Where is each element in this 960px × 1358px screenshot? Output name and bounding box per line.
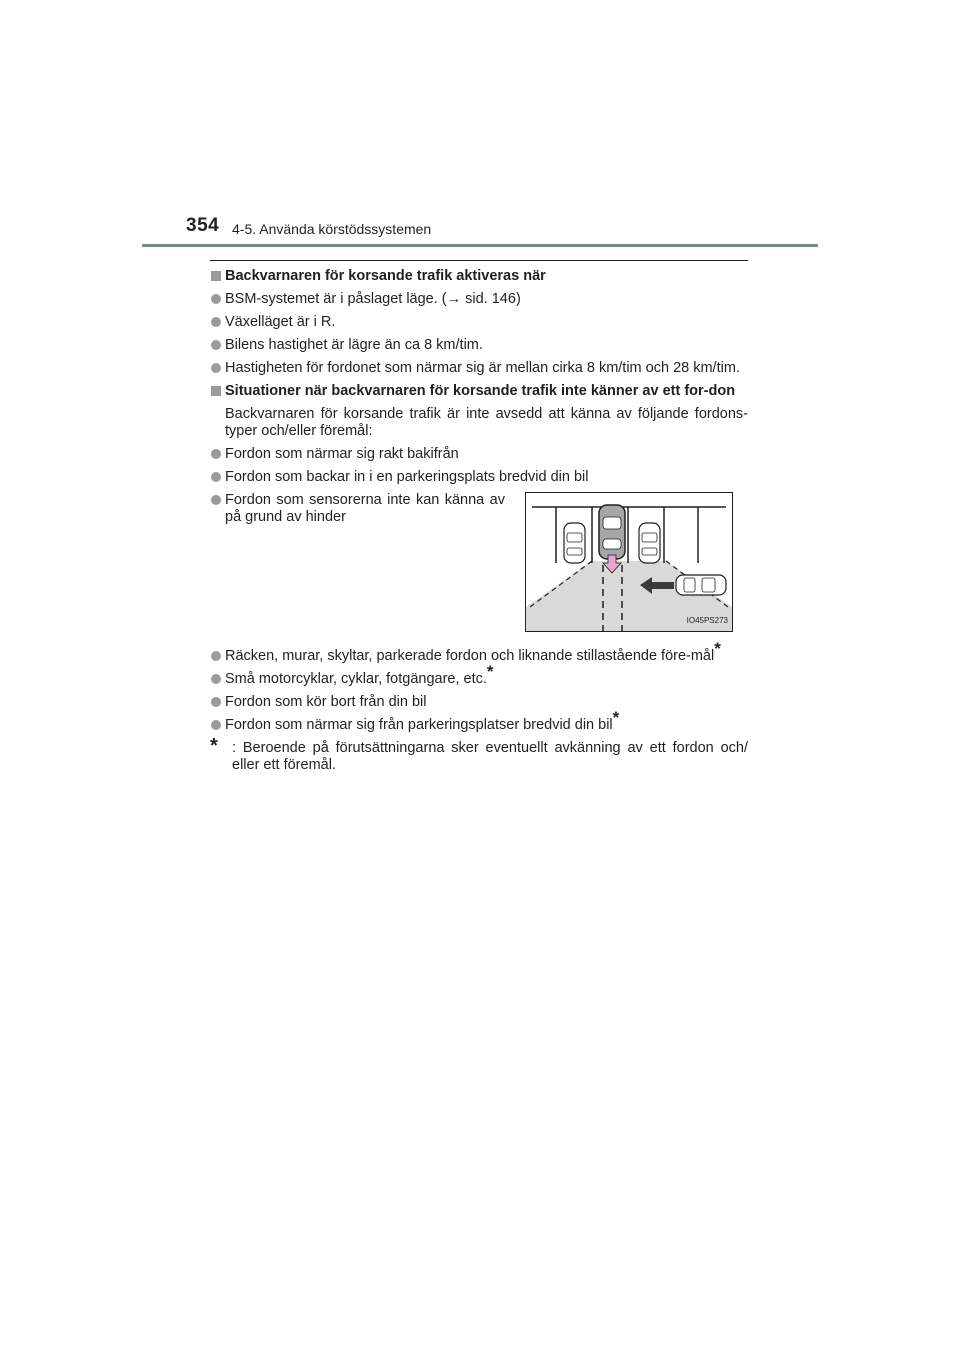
- list-item: [210, 469, 748, 486]
- list-item: [210, 639, 748, 665]
- list-item: [210, 694, 748, 711]
- list-item-text: Växelläget är i R.: [225, 314, 336, 330]
- square-bullet-icon: [211, 386, 221, 396]
- parking-lot-icon: [526, 493, 732, 631]
- list-item-text: Fordon som backar in i en parkeringsplats bredvid din bil: [225, 469, 589, 485]
- section-intro: Backvarnaren för korsande trafik är inte avsedd att känna av följande fordons-typer och/eller föremål:: [225, 406, 748, 439]
- list-item-text: BSM-systemet är i påslaget läge. (: [225, 291, 447, 307]
- list-item-text: Fordon som sensorerna inte kan känna av på grund av hinder: [225, 492, 505, 525]
- page-content: [210, 268, 748, 774]
- round-bullet-icon: [211, 674, 221, 684]
- list-item-text: Fordon som närmar sig från parkeringsplatser bredvid din bil: [225, 717, 613, 733]
- page-reference[interactable]: sid. 146): [461, 291, 521, 307]
- list-item-text: Räcken, murar, skyltar, parkerade fordon och liknande stillastående före-mål: [225, 648, 715, 664]
- list-item-text: Bilens hastighet är lägre än ca 8 km/tim.: [225, 337, 483, 353]
- list-item: [210, 360, 748, 377]
- list-item: [210, 337, 748, 354]
- page-number: 354: [186, 215, 220, 236]
- round-bullet-icon: [211, 317, 221, 327]
- round-bullet-icon: [211, 720, 221, 730]
- list-item: [210, 314, 748, 331]
- list-item-text: Fordon som kör bort från din bil: [225, 694, 427, 710]
- list-item: [210, 708, 748, 734]
- list-item: [210, 446, 748, 463]
- footnote-star: *: [210, 735, 218, 757]
- list-item-text: Fordon som närmar sig rakt bakifrån: [225, 446, 459, 462]
- list-item: [210, 662, 748, 688]
- list-item-text: Små motorcyklar, cyklar, fotgängare, etc.: [225, 671, 487, 687]
- round-bullet-icon: [211, 472, 221, 482]
- list-item: [210, 291, 748, 308]
- round-bullet-icon: [211, 340, 221, 350]
- parking-illustration: [525, 492, 733, 632]
- arrow-icon: →: [446, 291, 462, 307]
- section-heading-situations: [210, 383, 748, 400]
- square-bullet-icon: [211, 271, 221, 281]
- header-rule: [142, 244, 818, 247]
- round-bullet-icon: [211, 363, 221, 373]
- footnote-marker: *: [486, 662, 494, 682]
- section-heading-text: Backvarnaren för korsande trafik aktiveras när: [225, 268, 546, 284]
- footnote-text: : Beroende på förutsättningarna sker eventuellt avkänning av ett fordon och/ eller ett föremål.: [232, 740, 748, 773]
- section-rule: [210, 260, 748, 261]
- footnote: [210, 735, 748, 774]
- footnote-marker: *: [714, 639, 721, 659]
- round-bullet-icon: [211, 697, 221, 707]
- list-item-text: Hastigheten för fordonet som närmar sig är mellan cirka 8 km/tim och 28 km/tim.: [225, 360, 740, 376]
- list-item: [210, 492, 505, 526]
- round-bullet-icon: [211, 294, 221, 304]
- section-heading-text: Situationer när backvarnaren för korsande trafik inte känner av ett for-don: [225, 383, 736, 399]
- round-bullet-icon: [211, 651, 221, 661]
- chapter-title: 4-5. Använda körstödssystemen: [232, 221, 432, 237]
- figure-row: [210, 492, 748, 642]
- section-heading-activation: [210, 268, 748, 285]
- round-bullet-icon: [211, 449, 221, 459]
- figure-code: IO45PS273: [686, 616, 728, 625]
- round-bullet-icon: [211, 495, 221, 505]
- footnote-marker: *: [612, 708, 620, 728]
